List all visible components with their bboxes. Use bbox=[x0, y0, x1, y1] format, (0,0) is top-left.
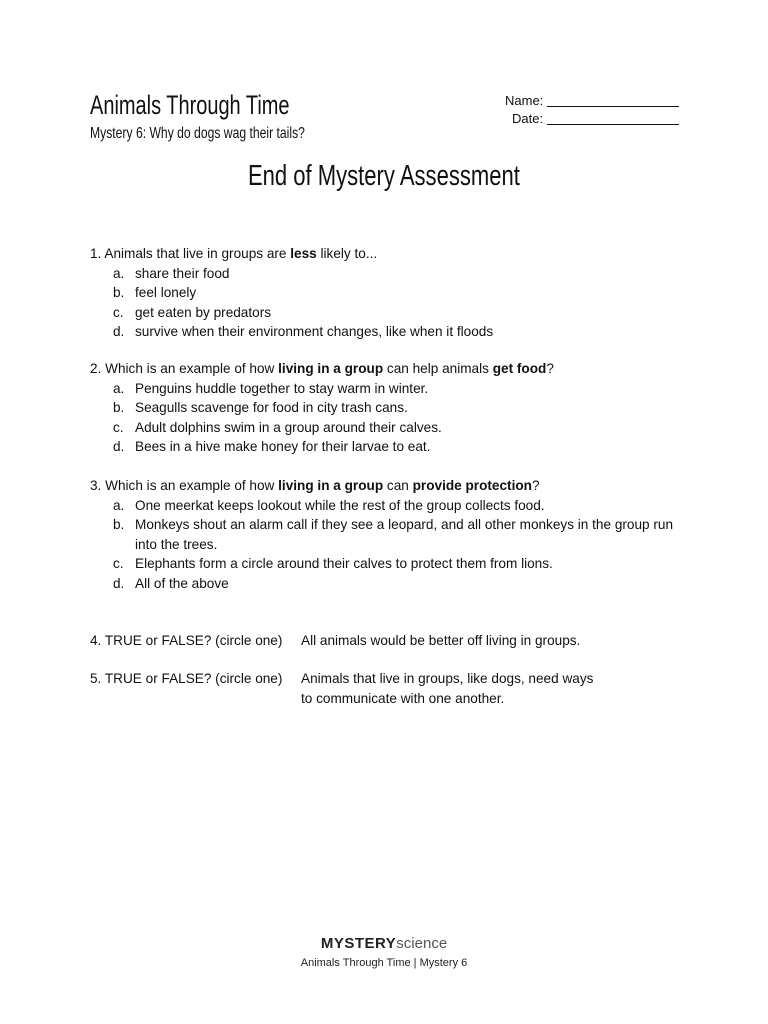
question-1-option-c: c. get eaten by predators bbox=[113, 304, 272, 320]
date-field-row bbox=[512, 111, 679, 126]
name-blank-line bbox=[547, 93, 679, 107]
name-field-row bbox=[505, 93, 679, 108]
question-2 bbox=[90, 359, 554, 457]
question-1-option-a: a. share their food bbox=[113, 265, 230, 281]
question-2-option-a: a. Penguins huddle together to stay warm in winter. bbox=[113, 380, 429, 396]
question-3 bbox=[90, 476, 675, 593]
question-2-stem: 2. Which is an example of how living in a group can help animals get food? bbox=[90, 361, 554, 376]
question-2-option-d: d. Bees in a hive make honey for their larvae to eat. bbox=[113, 439, 431, 454]
question-4-statement: All animals would be better off living in groups. bbox=[301, 633, 581, 648]
question-1 bbox=[90, 244, 493, 342]
question-4-label: 4. TRUE or FALSE? (circle one) bbox=[90, 633, 283, 648]
question-2-option-c: c. Adult dolphins swim in a group around their calves. bbox=[113, 419, 442, 435]
question-3-stem: 3. Which is an example of how living in a group can provide protection? bbox=[90, 478, 540, 493]
question-5-statement: Animals that live in groups, like dogs, need ways to communicate with one another. bbox=[301, 671, 594, 706]
question-3-option-a: a. One meerkat keeps lookout while the rest of the group collects food. bbox=[113, 497, 545, 513]
date-blank-line bbox=[547, 111, 679, 125]
question-1-stem: 1. Animals that live in groups are less likely to... bbox=[90, 246, 378, 261]
worksheet-subtitle: Mystery 6: Why do dogs wag their tails? bbox=[90, 125, 305, 142]
question-1-option-b: b. feel lonely bbox=[113, 285, 197, 300]
assessment-heading: End of Mystery Assessment bbox=[248, 160, 520, 192]
question-3-option-d: d. All of the above bbox=[113, 575, 229, 591]
worksheet-title: Animals Through Time bbox=[90, 90, 290, 120]
date-label: Date: bbox=[512, 111, 544, 126]
question-1-option-d: d. survive when their environment changes, like when it floods bbox=[113, 324, 494, 339]
mystery-science-logo: MYSTERYscience bbox=[320, 935, 448, 952]
question-5-label: 5. TRUE or FALSE? (circle one) bbox=[90, 671, 283, 686]
question-3-option-c: c. Elephants form a circle around their calves to protect them from lions. bbox=[113, 556, 553, 571]
name-label: Name: bbox=[505, 93, 544, 108]
question-3-option-b: b. Monkeys shout an alarm call if they see a leopard, and all other monkeys in the group run into the trees. bbox=[113, 517, 674, 552]
question-2-option-b: b. Seagulls scavenge for food in city trash cans. bbox=[113, 400, 408, 415]
footer-caption: Animals Through Time | Mystery 6 bbox=[300, 957, 468, 969]
